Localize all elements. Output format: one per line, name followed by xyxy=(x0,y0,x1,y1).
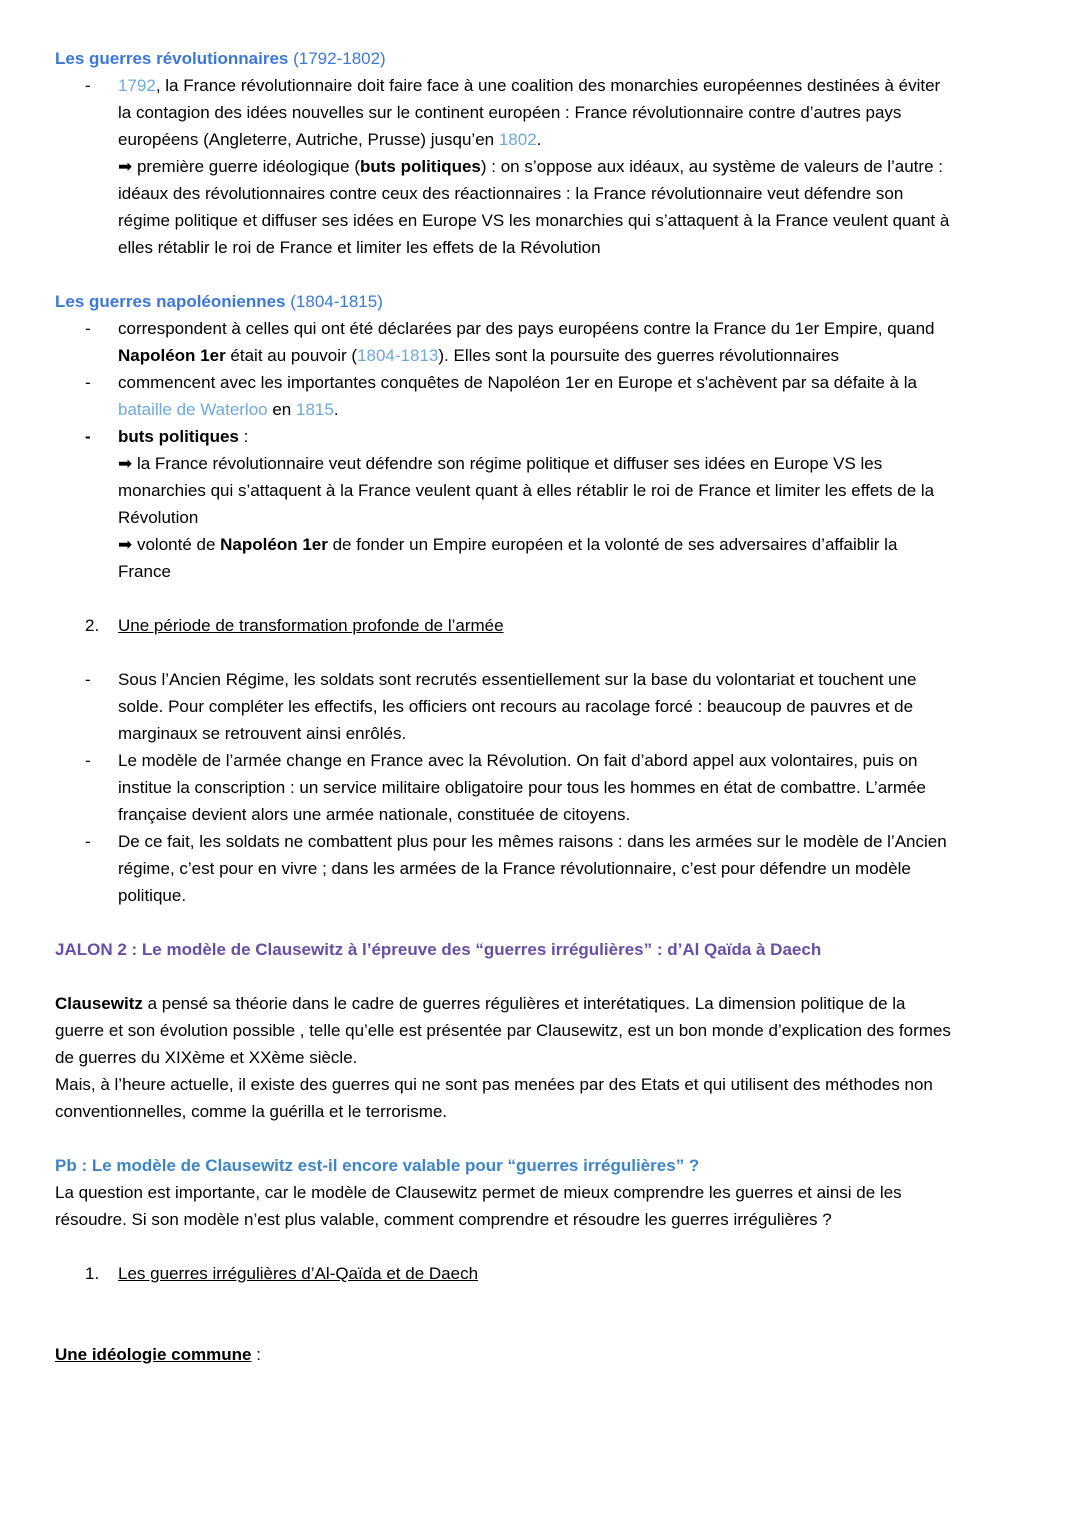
bullet-ancien-regime xyxy=(55,666,952,747)
block-blank xyxy=(55,639,952,666)
text-content xyxy=(55,1075,938,1121)
bullet-correspondent xyxy=(55,315,952,369)
numbered-transformation-armee xyxy=(55,612,952,639)
text-content xyxy=(55,1156,699,1175)
text-run: , la France révolutionnaire doit faire face à une coalition des monarchies européennes destinées à éviter la contagion des idées nouvelles sur le continent européen : France révolutionnaire contre d’autres pays européens (Angleterre, Autriche, Prusse) jusqu’en xyxy=(118,76,945,149)
text-content xyxy=(118,751,931,824)
text-content xyxy=(118,76,945,149)
list-marker: - xyxy=(85,670,91,689)
list-marker: 1. xyxy=(85,1264,100,1283)
text-run: ➡ volonté de xyxy=(118,535,221,554)
list-marker: - xyxy=(85,76,91,95)
text-run: était au pouvoir ( xyxy=(225,346,358,365)
text-run: Napoléon 1er xyxy=(118,346,226,365)
text-run: . xyxy=(536,130,542,149)
heading-jalon-2 xyxy=(55,936,952,963)
text-run: Une période de transformation profonde de l’armée xyxy=(118,616,504,635)
arrow-volonte-napoleon xyxy=(55,531,952,585)
list-marker: - xyxy=(85,751,91,770)
document-body xyxy=(55,45,956,1368)
text-run: ➡ première guerre idéologique ( xyxy=(118,157,360,176)
text-run: de fonder un Empire européen et la volonté de ses adversaires d’affaiblir la France xyxy=(118,535,903,581)
text-run: Le modèle de l’armée change en France avec la Révolution. On fait d’abord appel aux volontaires, puis on institue la conscription : un service militaire obligatoire pour tous les hommes en état de combattre. L’armée française devient alors une armée nationale, constituée de citoyens. xyxy=(118,751,931,824)
text-run: Une idéologie commune xyxy=(55,1345,252,1364)
text-run: a pensé sa théorie dans le cadre de guerres régulières et interétatiques. La dimension politique de la guerre et son évolution possible , telle qu’elle est présentée par Clausewitz, est un bon monde d’explication des formes de guerres du XIXème et XXème siècle. xyxy=(55,994,956,1067)
text-run: : xyxy=(251,1345,261,1364)
text-run: JALON 2 : Le modèle de Clausewitz à l’épreuve des “guerres irrégulières” : d’Al Qaïda à Daech xyxy=(55,940,822,959)
text-run: 1804-1813 xyxy=(357,346,439,365)
block-blank xyxy=(55,585,952,612)
bullet-buts-politiques xyxy=(55,423,952,450)
text-run: (1804-1815) xyxy=(290,292,383,311)
list-marker: - xyxy=(85,319,91,338)
text-run: Les guerres irrégulières d’Al-Qaïda et de Daech xyxy=(118,1264,479,1283)
text-content xyxy=(55,940,821,959)
paragraph-question-importante xyxy=(55,1179,952,1233)
text-run: Sous l’Ancien Régime, les soldats sont recrutés essentiellement sur la base du volontariat et touchent une solde. Pour compléter les effectifs, les officiers ont recours au racolage forcé : beaucoup de pauvres et de marginaux se retrouvent ainsi enrôlés. xyxy=(118,670,922,743)
text-run: Pb : Le modèle de Clausewitz est-il encore valable pour “guerres irrégulières” ? xyxy=(55,1156,700,1175)
block-blank xyxy=(55,909,952,936)
bullet-commencent xyxy=(55,369,952,423)
text-run: en xyxy=(267,400,296,419)
arrow-france-revolutionnaire xyxy=(55,450,952,531)
text-run: : xyxy=(238,427,249,446)
text-run: Les guerres napoléoniennes xyxy=(55,292,291,311)
text-content xyxy=(118,832,951,905)
text-run: Mais, à l’heure actuelle, il existe des guerres qui ne sont pas menées par des Etats et qui utilisent des méthodes non conventionnelles, comme la guérilla et le terrorisme. xyxy=(55,1075,938,1121)
text-content xyxy=(55,1183,906,1229)
text-run: 1792 xyxy=(118,76,156,95)
list-marker: 2. xyxy=(85,616,100,635)
text-content xyxy=(118,427,248,446)
text-run: ➡ la France révolutionnaire veut défendre son régime politique et diffuser ses idées en Europe VS les monarchies qui s’attaquent à la France veulent quant à elles rétablir le roi de France et limiter les effets de la Révolution xyxy=(118,454,939,527)
block-blank xyxy=(55,1233,952,1260)
text-run: buts politiques xyxy=(359,157,481,176)
text-content xyxy=(118,1264,478,1283)
text-run: La question est importante, car le modèle de Clausewitz permet de mieux comprendre les guerres et ainsi de les résoudre. Si son modèle n’est plus valable, comment comprendre et résoudre les guerres irrégulières ? xyxy=(55,1183,907,1229)
text-content xyxy=(55,1345,261,1364)
heading-guerres-revolutionnaires xyxy=(55,45,952,72)
block-blank xyxy=(55,963,952,990)
text-content xyxy=(118,670,921,743)
text-run: Napoléon 1er xyxy=(220,535,328,554)
arrow-premiere-guerre-ideologique xyxy=(55,153,955,261)
numbered-guerres-irregulieres xyxy=(55,1260,952,1287)
text-content xyxy=(118,616,504,635)
text-content xyxy=(118,319,939,365)
bullet-de-ce-fait xyxy=(55,828,952,909)
text-run: correspondent à celles qui ont été déclarées par des pays européens contre la France du 1er Empire, quand xyxy=(118,319,940,338)
text-content xyxy=(55,49,386,68)
text-content xyxy=(118,157,954,257)
paragraph-ideologie-commune xyxy=(55,1341,952,1368)
text-run: De ce fait, les soldats ne combattent plus pour les mêmes raisons : dans les armées sur le modèle de l’Ancien régime, c’est pour en vivre ; dans les armées de la France révolutionnaire, c’est pour défendre un modèle politique. xyxy=(118,832,952,905)
paragraph-mais-heure-actuelle xyxy=(55,1071,952,1125)
text-run: . xyxy=(333,400,339,419)
heading-guerres-napoleoniennes xyxy=(55,288,952,315)
bullet-modele-armee xyxy=(55,747,952,828)
text-content xyxy=(55,994,956,1067)
list-marker: - xyxy=(85,427,91,446)
block-blank xyxy=(55,1125,952,1152)
block-blank xyxy=(55,1287,952,1314)
text-run: ). Elles sont la poursuite des guerres révolutionnaires xyxy=(438,346,840,365)
text-run: 1802 xyxy=(498,130,537,149)
heading-pb-question xyxy=(55,1152,952,1179)
text-run: Les guerres révolutionnaires xyxy=(55,49,294,68)
text-run: buts politiques xyxy=(118,427,239,446)
text-content xyxy=(55,292,383,311)
block-blank xyxy=(55,1314,952,1341)
text-run: bataille de Waterloo xyxy=(118,400,268,419)
text-content xyxy=(118,454,939,527)
text-run: (1792-1802) xyxy=(293,49,386,68)
text-run: ) : on s’oppose aux idéaux, au système de valeurs de l’autre : idéaux des révolutionnaires contre ceux des réactionnaires : la France révolutionnaire veut défendre son régime politique et diffuser ses idées en Europe VS les monarchies qui s’attaquent à la France veulent quant à elles rétablir le roi de France et limiter les effets de la Révolution xyxy=(118,157,955,257)
text-run: commencent avec les importantes conquêtes de Napoléon 1er en Europe et s'achèvent par sa défaite à la xyxy=(118,373,922,392)
list-marker: - xyxy=(85,373,91,392)
paragraph-clausewitz-theorie xyxy=(55,990,956,1071)
text-content xyxy=(118,373,922,419)
text-content xyxy=(118,535,902,581)
text-run: 1815 xyxy=(295,400,334,419)
block-blank xyxy=(55,261,952,288)
text-run: Clausewitz xyxy=(55,994,143,1013)
list-marker: - xyxy=(85,832,91,851)
bullet-coalition-1792 xyxy=(55,72,952,153)
